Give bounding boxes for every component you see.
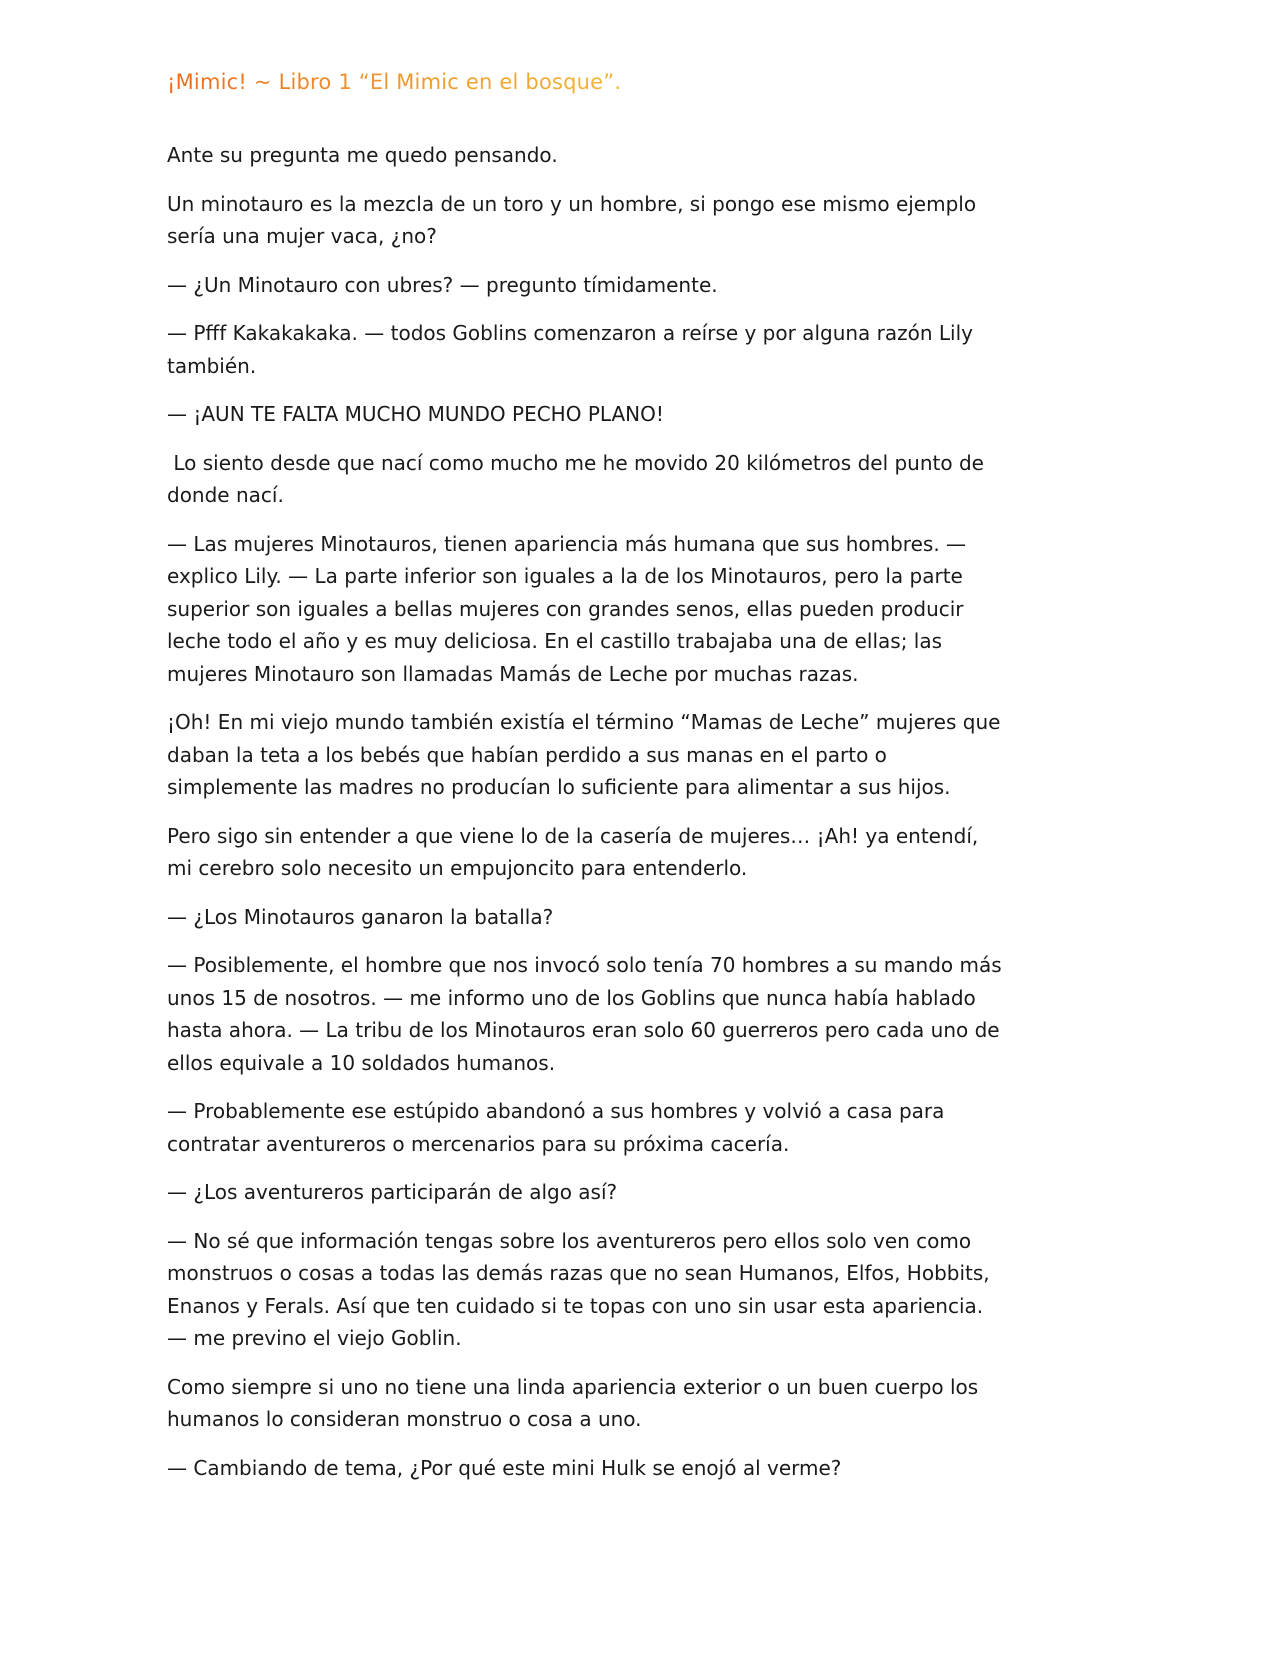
paragraph: ¡Oh! En mi viejo mundo también existía el término “Mamas de Leche” mujeres que daban la teta a los bebés que habían perdido a sus manas en el parto o simplemente las madres no producían lo suficiente para alimentar a sus hijos. (167, 710, 1001, 799)
paragraph: Pero sigo sin entender a que viene lo de la casería de mujeres… ¡Ah! ya entendí, mi cerebro solo necesito un empujoncito para entenderlo. (167, 823, 979, 880)
paragraph: — Pfff Kakakakaka. — todos Goblins comenzaron a reírse y por alguna razón Lily también. (167, 321, 973, 378)
paragraph: — ¿Los Minotauros ganaron la batalla? (167, 904, 554, 929)
paragraph: — ¿Un Minotauro con ubres? — pregunto tímidamente. (167, 272, 718, 297)
paragraph: — ¿Los aventureros participarán de algo así? (167, 1180, 618, 1204)
paragraph: — Cambiando de tema, ¿Por qué este mini Hulk se enojó al verme? (167, 1455, 842, 1480)
body-text (167, 139, 1007, 1500)
paragraph: — Posiblemente, el hombre que nos invocó solo tenía 70 hombres a su mando más unos 15 de nosotros. — me informo uno de los Goblins que nunca había hablado hasta ahora. — La tribu de los Minotauros eran solo 60 guerreros pero cada uno de ellos equivale a 10 soldados humanos. (167, 953, 1002, 1075)
paragraph: — Las mujeres Minotauros, tienen apariencia más humana que sus hombres. — explico Lily. — La parte inferior son iguales a la de los Minotauros, pero la parte superior son iguales a bellas mujeres con grandes senos, ellas pueden producir leche todo el año y es muy deliciosa. En el castillo trabajaba una de ellas; las mujeres Minotauro son llamadas Mamás de Leche por muchas razas. (167, 531, 967, 686)
paragraph: Ante su pregunta me quedo pensando. (167, 143, 558, 167)
paragraph: Un minotauro es la mezcla de un toro y un hombre, si pongo ese mismo ejemplo sería una mujer vaca, ¿no? (167, 191, 977, 248)
paragraph: Lo siento desde que nací como mucho me he movido 20 kilómetros del punto de donde nací. (167, 450, 991, 507)
page-header-title: ¡Mimic! ~ Libro 1 “El Mimic en el bosque”. (167, 70, 622, 94)
paragraph: — ¡AUN TE FALTA MUCHO MUNDO PECHO PLANO! (167, 402, 664, 426)
paragraph: — Probablemente ese estúpido abandonó a sus hombres y volvió a casa para contratar aventureros o mercenarios para su próxima cacería. (167, 1099, 945, 1156)
paragraph: — No sé que información tengas sobre los aventureros pero ellos solo ven como monstruos o cosas a todas las demás razas que no sean Humanos, Elfos, Hobbits, Enanos y Ferals. Así que ten cuidado si te topas con uno sin usar esta apariencia. — me previno el viejo Goblin. (167, 1228, 990, 1350)
paragraph: Como siempre si uno no tiene una linda apariencia exterior o un buen cuerpo los humanos lo consideran monstruo o cosa a uno. (167, 1374, 979, 1431)
